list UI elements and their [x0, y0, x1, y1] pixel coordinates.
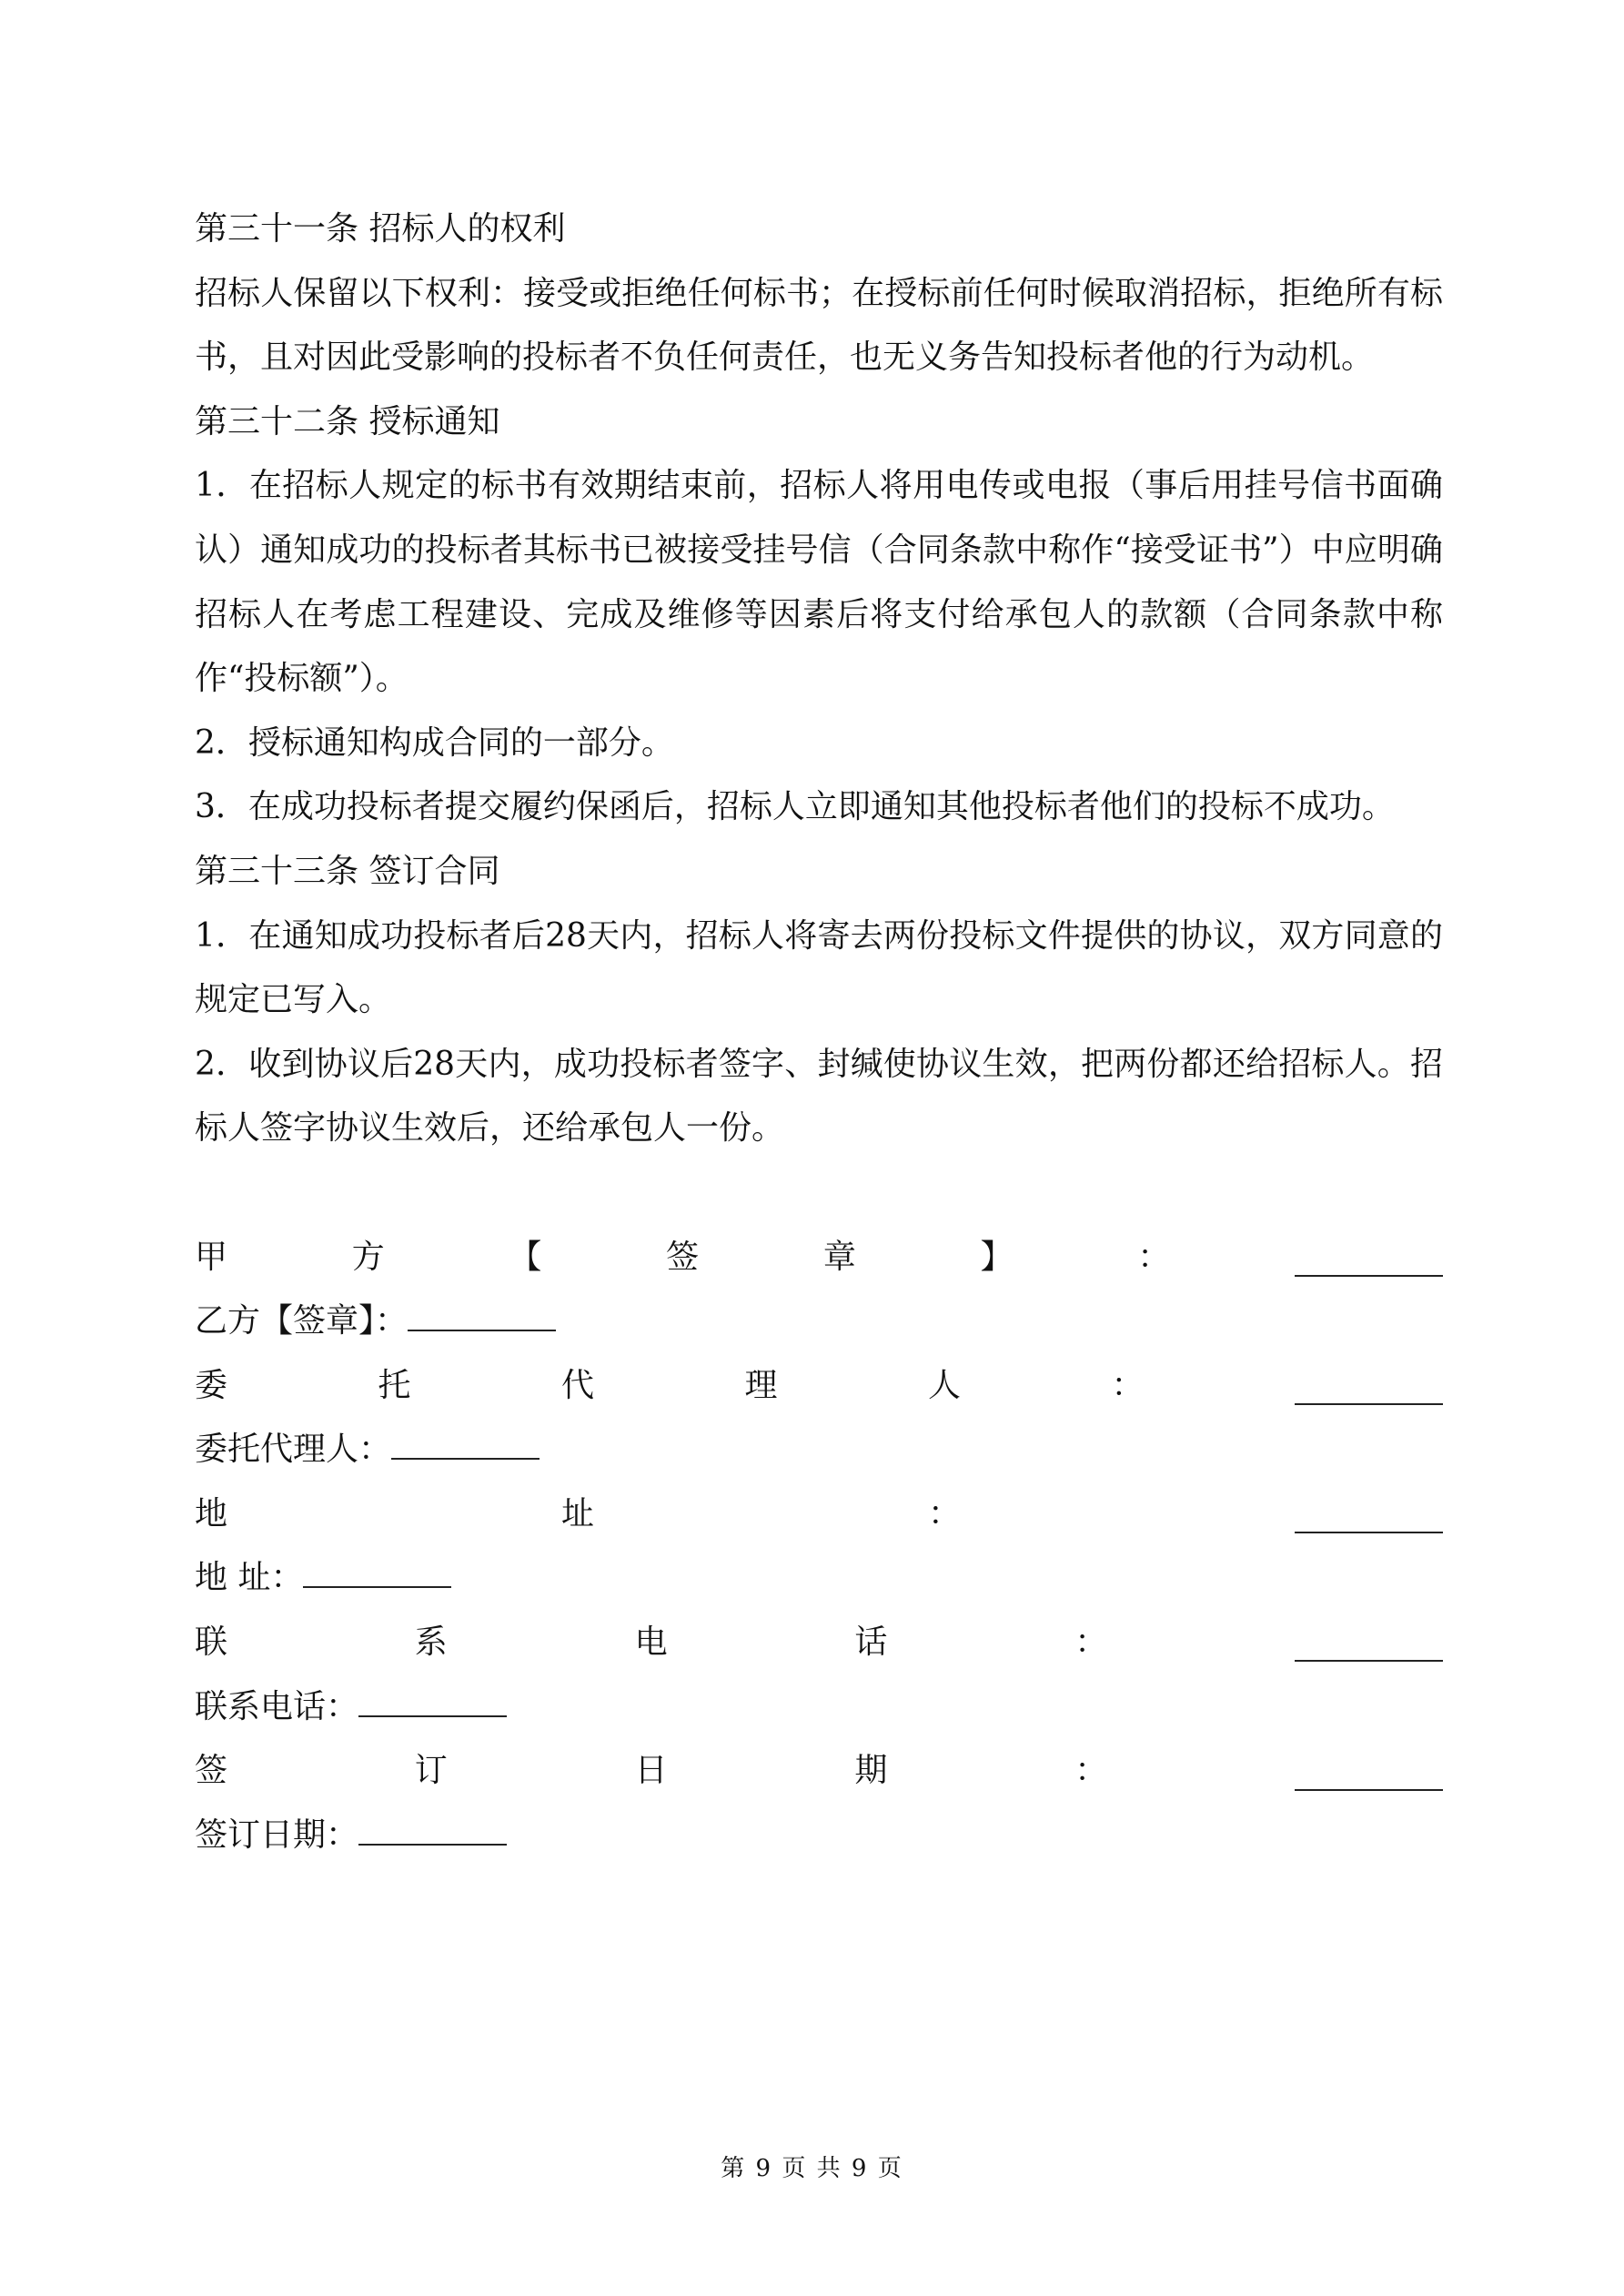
sig-char: 地 — [195, 1494, 228, 1532]
sig-char: 址 — [561, 1494, 595, 1532]
sig-char: ： — [1137, 1238, 1171, 1276]
agent-a-blank[interactable] — [1295, 1367, 1443, 1405]
sig-char: 方 — [351, 1238, 385, 1276]
party-b-label: 乙方【签章】： — [195, 1302, 409, 1340]
page-footer: 第 9 页 共 9 页 — [721, 2155, 903, 2182]
phone-b-label: 联系电话： — [195, 1687, 359, 1725]
address-b-row — [195, 1546, 1443, 1611]
sig-char: 理 — [744, 1366, 778, 1404]
phone-b-row — [195, 1675, 1443, 1740]
article-32-title: 第三十二条 授标通知 — [195, 402, 500, 440]
party-b-signature-row — [195, 1290, 1443, 1354]
sig-char: ： — [1111, 1366, 1145, 1404]
sig-char: 订 — [414, 1752, 448, 1790]
phone-a-row — [195, 1611, 1443, 1675]
sig-char: 签 — [195, 1752, 228, 1790]
sig-char: 日 — [634, 1752, 668, 1790]
phone-b-blank[interactable] — [358, 1679, 507, 1717]
sig-char: ： — [928, 1494, 962, 1532]
sig-char: ： — [1074, 1623, 1108, 1662]
sig-char: ： — [1074, 1752, 1108, 1790]
sig-char: 托 — [378, 1366, 411, 1404]
date-b-label: 签订日期： — [195, 1816, 359, 1854]
date-a-row — [195, 1739, 1443, 1804]
agent-b-label: 委托代理人： — [195, 1431, 392, 1469]
article-33-paragraph-2: 2．收到协议后28天内，成功投标者签字、封缄使协议生效，把两份都还给招标人。招标人签字协议生效后，还给承包人一份。 — [195, 1045, 1443, 1148]
article-33-paragraph-1: 1．在通知成功投标者后28天内，招标人将寄去两份投标文件提供的协议，双方同意的规定已写入。 — [195, 916, 1443, 1019]
article-31-title: 第三十一条 招标人的权利 — [195, 210, 566, 248]
party-b-signature-blank[interactable] — [408, 1293, 556, 1331]
agent-b-row — [195, 1418, 1443, 1482]
date-b-row — [195, 1804, 1443, 1868]
phone-a-blank[interactable] — [1295, 1623, 1443, 1662]
article-33-title: 第三十三条 签订合同 — [195, 852, 500, 890]
article-32-paragraph-2: 2．授标通知构成合同的一部分。 — [195, 723, 674, 762]
sig-char: 话 — [854, 1623, 888, 1662]
sig-char: 系 — [414, 1623, 448, 1662]
date-b-blank[interactable] — [358, 1807, 507, 1846]
agent-b-blank[interactable] — [391, 1421, 540, 1460]
sig-char: 联 — [195, 1623, 228, 1662]
article-31-paragraph: 招标人保留以下权利：接受或拒绝任何标书；在授标前任何时候取消招标，拒绝所有标书，且对因此受影响的投标者不负任何责任，也无义务告知投标者他的行为动机。 — [195, 274, 1443, 377]
address-b-blank[interactable] — [303, 1550, 451, 1588]
date-a-blank[interactable] — [1295, 1753, 1443, 1791]
party-a-signature-blank[interactable] — [1295, 1239, 1443, 1277]
sig-char: 【 — [509, 1238, 542, 1276]
address-b-label: 地 址： — [195, 1559, 304, 1597]
sig-char: 代 — [561, 1366, 595, 1404]
article-32-paragraph-3: 3．在成功投标者提交履约保函后，招标人立即通知其他投标者他们的投标不成功。 — [195, 788, 1395, 826]
sig-char: 】 — [980, 1238, 1014, 1276]
sig-char: 期 — [854, 1752, 888, 1790]
sig-char: 甲 — [195, 1238, 228, 1276]
document-page — [195, 197, 1443, 1867]
party-a-signature-row — [195, 1226, 1443, 1290]
sig-char: 章 — [822, 1238, 856, 1276]
sig-char: 委 — [195, 1366, 228, 1404]
article-32-paragraph-1: 1．在招标人规定的标书有效期结束前，招标人将用电传或电报（事后用挂号信书面确认）通知成功的投标者其标书已被接受挂号信（合同条款中称作“接受证书”）中应明确招标人在考虑工程建设、完成及维修等因素后将支付给承包人的款额（合同条款中称作“投标额”）。 — [195, 467, 1443, 698]
sig-char: 签 — [666, 1238, 700, 1276]
sig-char: 电 — [634, 1623, 668, 1662]
address-a-row — [195, 1482, 1443, 1547]
address-a-blank[interactable] — [1295, 1495, 1443, 1533]
sig-char: 人 — [928, 1366, 962, 1404]
agent-a-row — [195, 1354, 1443, 1419]
